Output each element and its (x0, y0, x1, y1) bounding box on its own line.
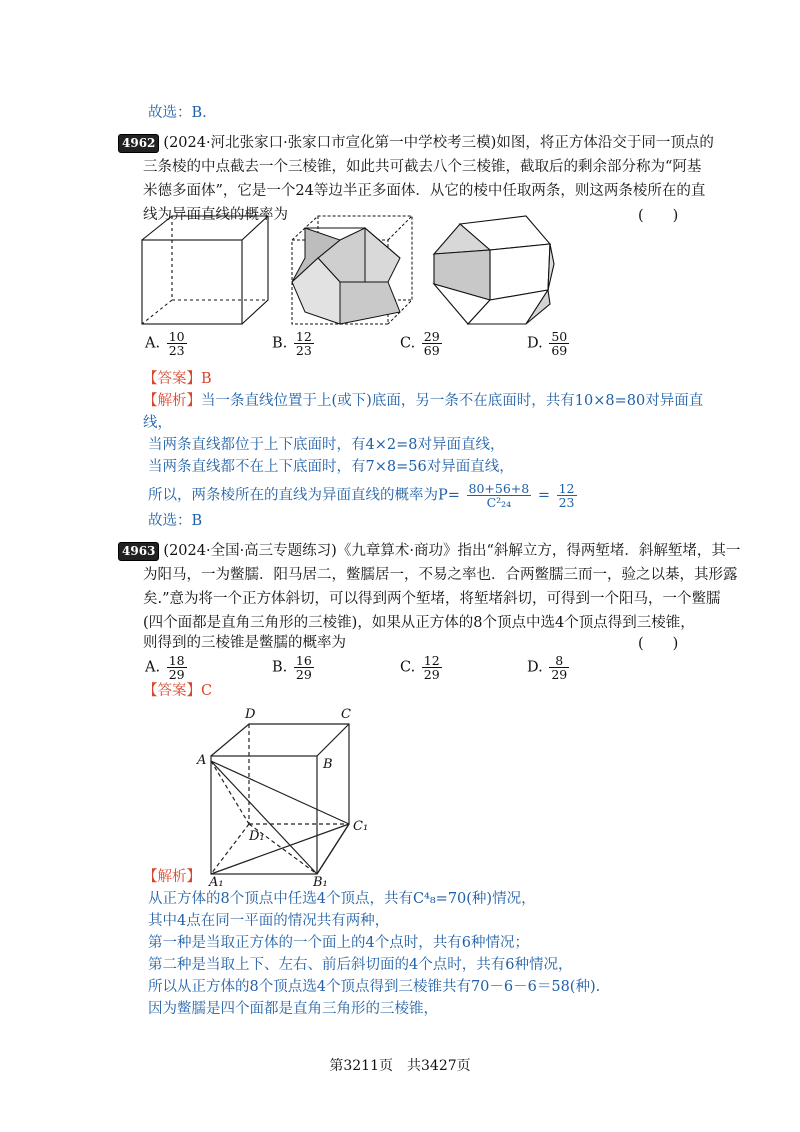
label-a1: A₁ (209, 875, 224, 888)
q4963-line-2: 为阳马，一为鳖臑．阳马居二，鳖臑居一，不易之率也．合两鳖臑三而一，验之以棊，其形露 (143, 567, 738, 583)
q4963-analysis-tag: 【解析】 (143, 869, 201, 885)
q4963-analysis-line-5: 所以从正方体的8个顶点选4个顶点得到三棱锥共有70－6－6＝58(种). (148, 979, 601, 995)
q4963-option-c: C. $\frac{12}{29}$ (400, 653, 440, 682)
q4963-answer-paren: ( ) (638, 636, 679, 652)
q4963-analysis-line-6: 因为鳖臑是四个面都是直角三角形的三棱锥， (148, 1001, 438, 1017)
q4962-answer-paren: ( ) (638, 208, 679, 224)
q4963-option-b: B. $\frac{16}{29}$ (272, 653, 312, 682)
label-c: C (341, 707, 351, 722)
q4963-line-1: 4963 (2024·全国·高三专题练习)《九章算术·商功》指出“斜解立方，得两堑堵．斜解堑堵，其一 (118, 540, 740, 562)
q4962-option-c: C. $\frac{29}{69}$ (400, 329, 440, 358)
cube-with-cuboctahedron-figure (292, 216, 412, 324)
q4962-option-a: A. $\frac{10}{23}$ (145, 329, 185, 358)
q4962-line-1: 4962 (2024·河北张家口·张家口市宣化第一中学校考三模)如图，将正方体沿交于同一顶点的 (118, 132, 714, 154)
page-number: 第3211页 (329, 1058, 393, 1074)
label-d1: D₁ (249, 829, 265, 844)
q4962-analysis-line-4: 当两条直线都不在上下底面时，有7×8=56对异面直线， (148, 459, 514, 475)
q4963-analysis-line-1: 从正方体的8个顶点中任选4个顶点，共有C⁴₈=70(种)情况， (148, 891, 536, 907)
page-total: 共3427页 (407, 1058, 471, 1074)
q4962-conclusion: 故选：B (148, 513, 203, 529)
q4963-line-4: (四个面都是直角三角形的三棱锥)，如果从正方体的8个顶点中选4个顶点得到三棱锥， (143, 615, 695, 631)
q4962-analysis-line-2: 线， (143, 415, 172, 431)
q4962-answer: 【答案】B (143, 371, 212, 387)
q4963-analysis-line-3: 第一种是当取正方体的一个面上的4个点时，共有6种情况； (148, 935, 529, 951)
page-footer (0, 1055, 800, 1075)
label-b: B (323, 757, 333, 772)
q4963-analysis-line-4: 第二种是当取上下、左右、前后斜切面的4个点时，共有6种情况， (148, 957, 573, 973)
q4962-option-b: B. $\frac{12}{23}$ (272, 329, 312, 358)
label-d: D (245, 707, 256, 722)
q4963-option-d: D. $\frac{8}{29}$ (527, 653, 568, 682)
q4962-line-3: 米德多面体”，它是一个24等边半正多面体．从它的棱中任取两条，则这两条棱所在的直 (143, 183, 706, 199)
cuboctahedron-figure (434, 216, 554, 324)
label-a: A (197, 753, 207, 768)
q4963-option-a: A. $\frac{18}{29}$ (145, 653, 185, 682)
q4962-figures (138, 214, 558, 326)
q4963-answer: 【答案】C (143, 683, 213, 699)
q4962-line-2: 三条棱的中点截去一个三棱锥，如此共可截去八个三棱锥，截取后的剩余部分称为“阿基 (143, 159, 702, 175)
label-b1: B₁ (313, 875, 328, 888)
q4963-line-3: 矣.”意为将一个正方体斜切，可以得到两个堑堵，将堑堵斜切，可得到一个阳马，一个鳖臑 (143, 591, 721, 607)
q4962-analysis-line-5: 所以，两条棱所在的直线为异面直线的概率为P= $\frac{80+56+8}{\text{C²₂₄}}$ = $\frac{12}{23}$ (148, 481, 575, 510)
q4962-analysis-line-3: 当两条直线都位于上下底面时，有4×2=8对异面直线， (148, 437, 505, 453)
q4962-number: 4962 (118, 134, 159, 153)
q4962-analysis-line-1: 【解析】当一条直线位置于上(或下)底面，另一条不在底面时，共有10×8=80对异面直 (143, 393, 704, 409)
q4962-option-d: D. $\frac{50}{69}$ (527, 329, 568, 358)
label-c1: C₁ (353, 819, 369, 834)
q4963-cube-figure (195, 706, 375, 888)
q4963-line-5: 则得到的三棱锥是鳖臑的概率为 (143, 635, 346, 651)
q4963-number: 4963 (118, 542, 159, 561)
q4963-analysis-line-2: 其中4点在同一平面的情况共有两种， (148, 913, 390, 929)
q4962-line-4: 线为异面直线的概率为 (143, 207, 288, 223)
cube-figure (142, 216, 268, 324)
prev-conclusion: 故选：B. (148, 105, 207, 121)
